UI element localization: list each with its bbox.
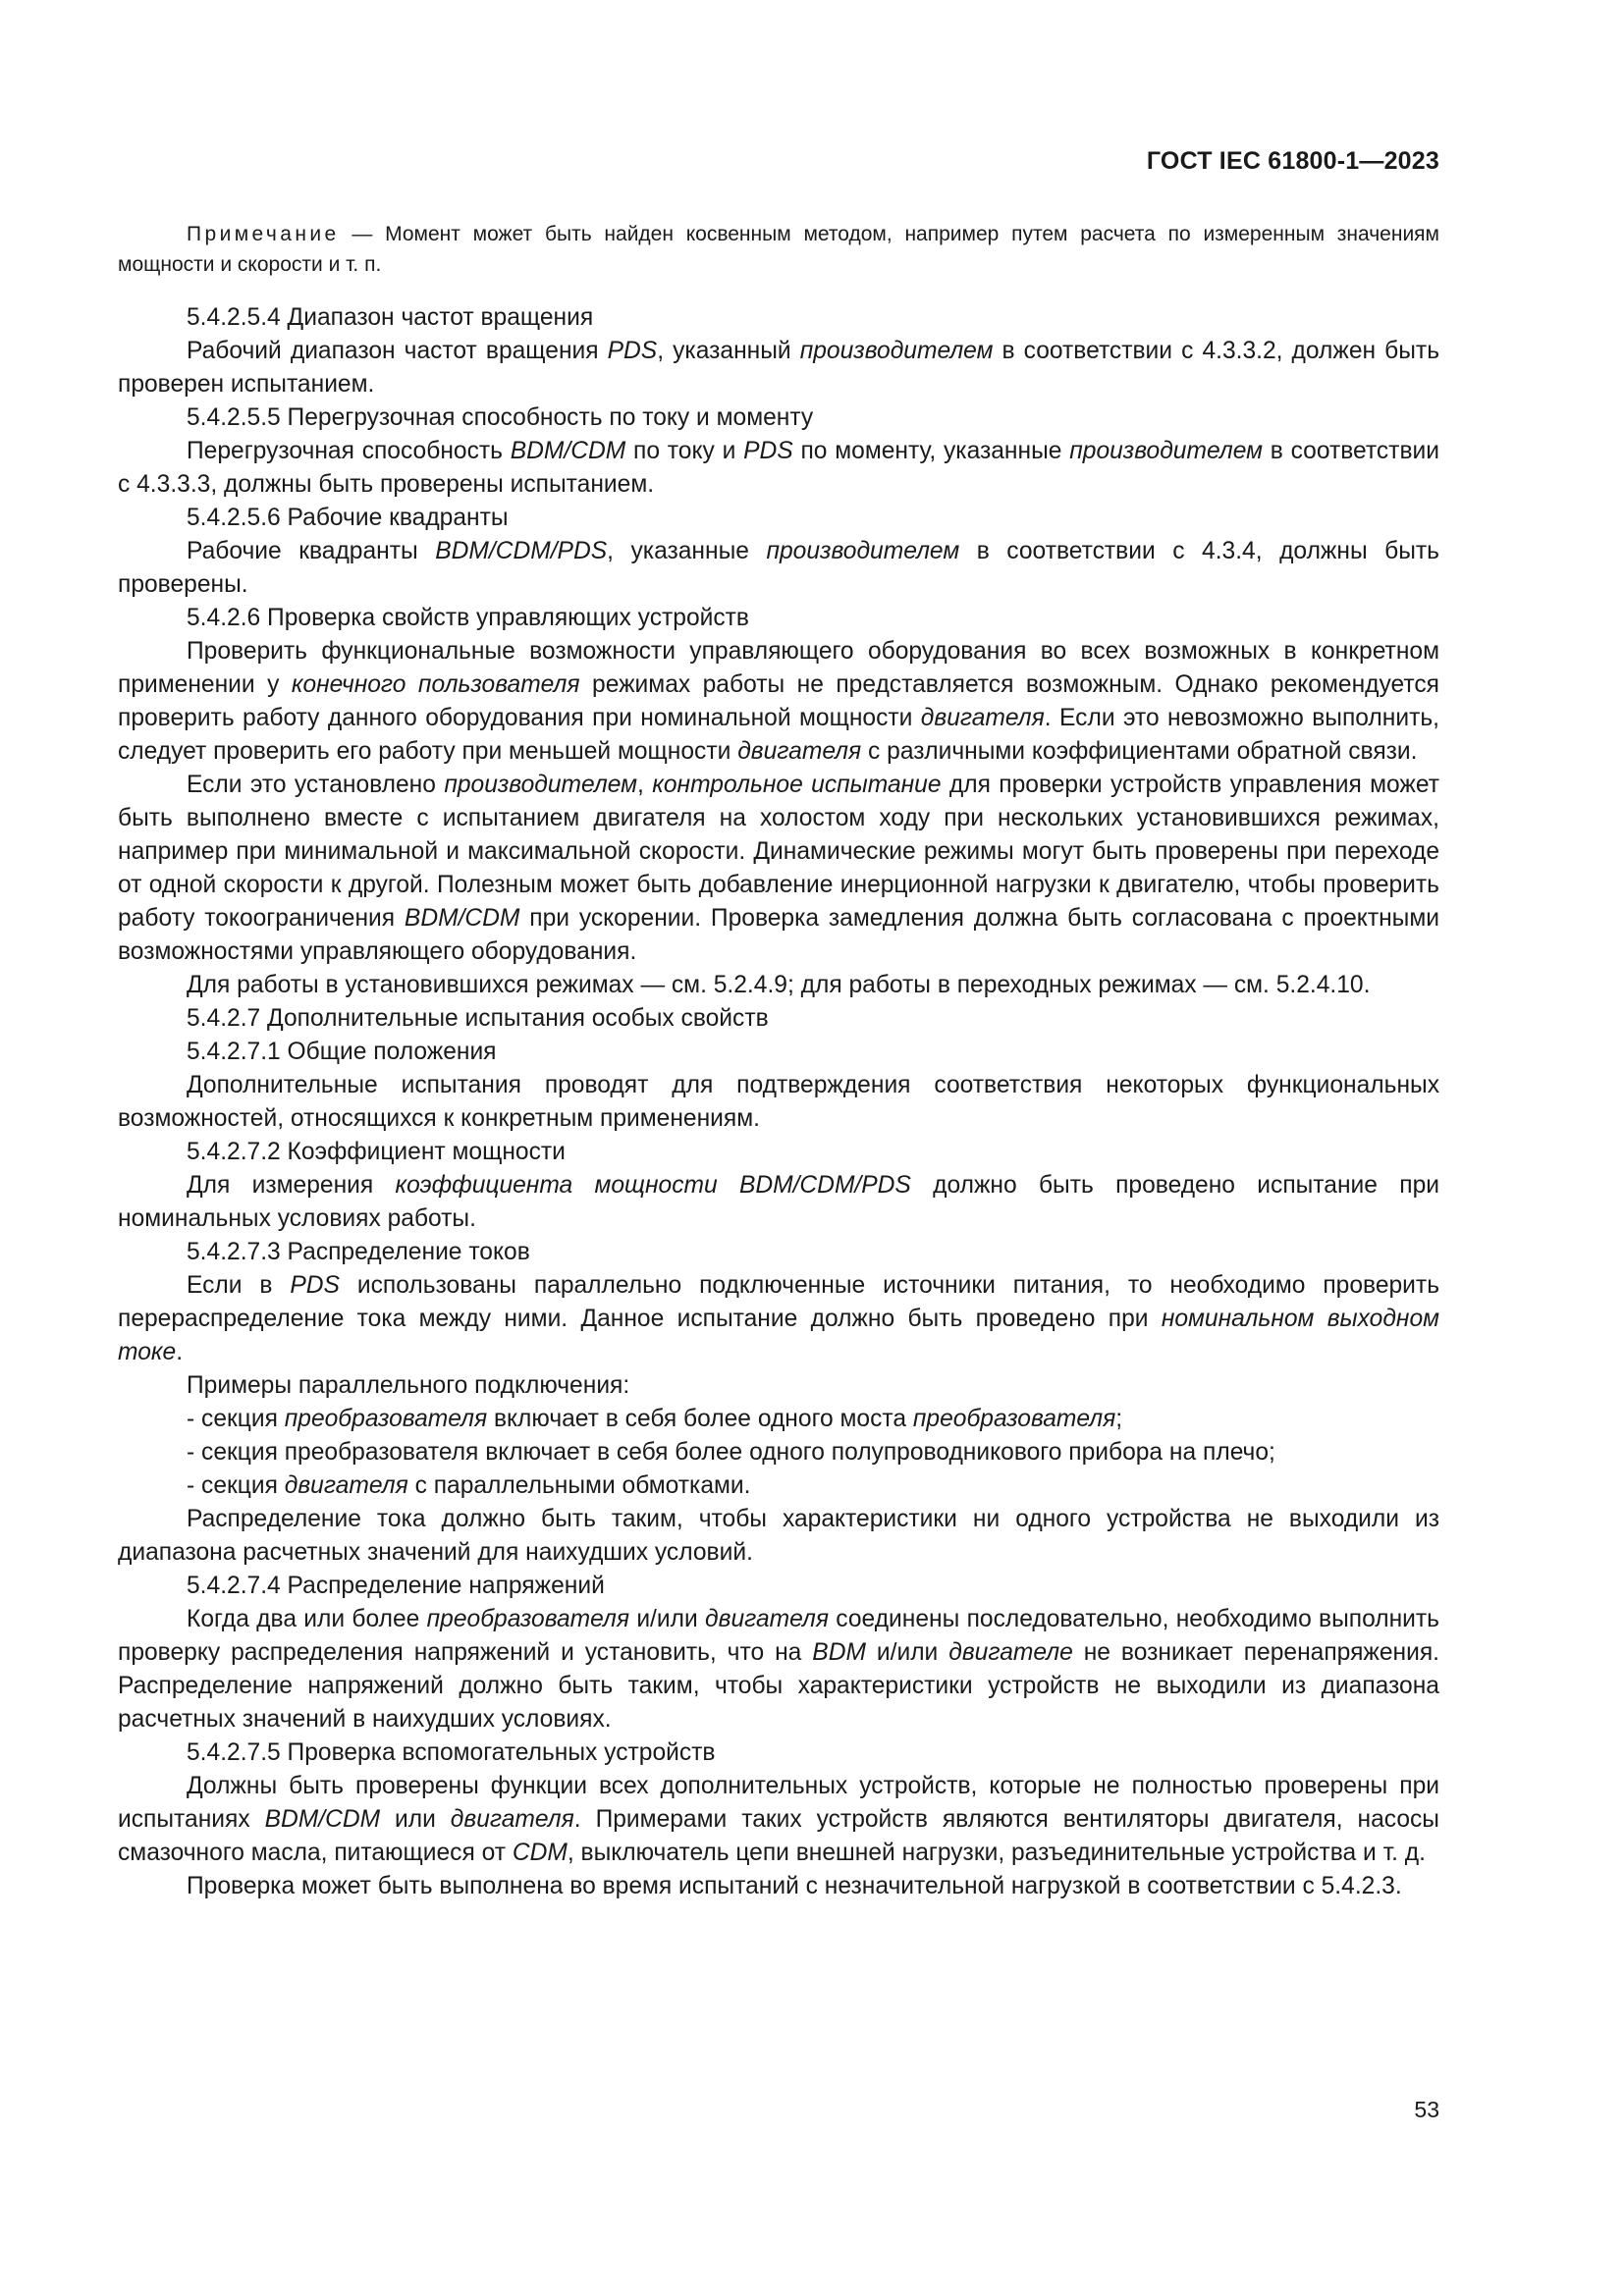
text-run: Когда два или более (187, 1606, 427, 1632)
italic-term: двигателя (920, 705, 1045, 731)
italic-term: BDM (812, 1639, 866, 1666)
standard-designation: ГОСТ IEC 61800-1—2023 (1146, 147, 1439, 175)
text-run: в соответствии с 4.3.3.3, должны быть проверены испытанием. (118, 438, 1439, 498)
text-run: . Если это невозможно выполнить, следует проверить его работу при меньшей мощности (118, 705, 1439, 765)
text-run: не возникает перенапряжения. Распределение напряжений должно быть таким, чтобы характеристики устройств не выходили из диапазона расчетных значений в наихудших условиях. (118, 1639, 1439, 1733)
italic-term: преобразователя (912, 1406, 1116, 1432)
text-run: ; (1115, 1406, 1123, 1432)
body-paragraph (118, 1269, 1439, 1369)
document-body (118, 219, 1439, 1903)
italic-term: номинальном выходном токе (118, 1306, 1439, 1365)
text-run: по моменту, указанные (792, 438, 1070, 464)
text-run: 5.4.2.5.6 Рабочие квадранты (187, 505, 509, 531)
text-run: 5.4.2.6 Проверка свойств управляющих устройств (187, 605, 749, 631)
section-heading (118, 1136, 1439, 1169)
text-run: должно быть проведено испытание при номинальных условиях работы. (118, 1172, 1439, 1232)
page-number: 53 (1414, 2097, 1439, 2122)
body-paragraph (118, 1503, 1439, 1570)
italic-term: PDS (743, 438, 793, 464)
text-run: 5.4.2.5.5 Перегрузочная способность по току и моменту (187, 404, 814, 431)
italic-term: производителем (444, 772, 638, 798)
text-run: Для работы в установившихся режимах — см. 5.2.4.9; для работы в переходных режимах — см. 5.2.4.10. (187, 972, 1371, 998)
text-run: и/или (865, 1639, 949, 1666)
text-run: Примечание (187, 223, 340, 245)
section-heading (118, 1736, 1439, 1770)
text-run: или (380, 1806, 451, 1833)
text-run: Если в (187, 1272, 291, 1299)
text-run: 5.4.2.7.3 Распределение токов (187, 1239, 530, 1265)
section-heading (118, 502, 1439, 535)
italic-term: коэффициента мощности BDM/CDM/PDS (395, 1172, 911, 1199)
body-paragraph (118, 969, 1439, 1002)
list-item (118, 1436, 1439, 1469)
italic-term: двигателе (948, 1639, 1073, 1666)
italic-term: контрольное испытание (652, 772, 942, 798)
list-item (118, 1403, 1439, 1436)
text-run: в соответствии с 4.3.4, должны быть проверены. (118, 538, 1439, 598)
body-paragraph (118, 1069, 1439, 1136)
italic-term: производителем (766, 538, 960, 564)
text-run: 5.4.2.7.4 Распределение напряжений (187, 1573, 605, 1599)
text-run: и/или (629, 1606, 706, 1632)
text-run: с параллельными обмотками. (407, 1472, 751, 1499)
text-run: с различными коэффициентами обратной связи. (861, 738, 1418, 765)
text-run: , указанный (657, 338, 800, 364)
text-run: 5.4.2.7.5 Проверка вспомогательных устройств (187, 1739, 716, 1766)
text-run: , (637, 772, 653, 798)
text-run: по току и (625, 438, 744, 464)
list-item (118, 1469, 1439, 1503)
text-run: Примеры параллельного подключения: (187, 1372, 630, 1399)
text-run: включает в себя более одного моста (487, 1406, 913, 1432)
section-heading (118, 401, 1439, 435)
body-paragraph (118, 535, 1439, 602)
italic-term: BDM/CDM (404, 905, 520, 932)
text-run: 5.4.2.7 Дополнительные испытания особых свойств (187, 1005, 769, 1032)
text-run: 5.4.2.7.2 Коэффициент мощности (187, 1139, 566, 1165)
text-run: 5.4.2.5.4 Диапазон частот вращения (187, 304, 594, 331)
italic-term: PDS (607, 338, 658, 364)
body-paragraph (118, 435, 1439, 502)
body-paragraph (118, 1603, 1439, 1736)
text-run: Перегрузочная способность (187, 438, 511, 464)
text-run: , выключатель цепи внешней нагрузки, разъединительные устройства и т. д. (567, 1840, 1426, 1866)
italic-term: PDS (290, 1272, 340, 1299)
italic-term: BDM/CDM/PDS (435, 538, 608, 564)
text-run: режимах работы не представляется возможным. Однако рекомендуется проверить работу данного оборудования при номинальной мощности (118, 671, 1439, 731)
text-run: , указанные (607, 538, 767, 564)
body-paragraph (118, 1870, 1439, 1903)
body-paragraph (118, 1169, 1439, 1236)
section-heading (118, 1036, 1439, 1069)
text-run: Рабочие квадранты (187, 538, 436, 564)
body-paragraph (118, 769, 1439, 969)
text-run: Если это установлено (187, 772, 445, 798)
text-run: Для измерения (187, 1172, 396, 1199)
italic-term: конечного пользователя (291, 671, 580, 698)
italic-term: BDM/CDM (264, 1806, 381, 1833)
italic-term: производителем (1069, 438, 1263, 464)
text-run: - секция (187, 1406, 285, 1432)
italic-term: двигателя (705, 1606, 830, 1632)
text-run: Проверить функциональные возможности управляющего оборудования во всех возможных в конкретном применении у (118, 638, 1439, 698)
italic-term: преобразователя (284, 1406, 488, 1432)
text-run: Распределение тока должно быть таким, чтобы характеристики ни одного устройства не выходили из диапазона расчетных значений для наихудших условий. (118, 1506, 1439, 1566)
text-run: . Примерами таких устройств являются вентиляторы двигателя, насосы смазочного масла, питающиеся от (118, 1806, 1439, 1866)
text-run: Рабочий диапазон частот вращения (187, 338, 608, 364)
italic-term: CDM (512, 1840, 568, 1866)
body-paragraph (118, 1770, 1439, 1870)
italic-term: BDM/CDM (510, 438, 626, 464)
body-paragraph (118, 635, 1439, 769)
section-heading (118, 1570, 1439, 1603)
italic-term: производителем (799, 338, 994, 364)
section-heading (118, 602, 1439, 635)
section-heading (118, 1002, 1439, 1036)
text-run: использованы параллельно подключенные источники питания, то необходимо проверить перераспределение тока между ними. Данное испытание должно быть проведено при (118, 1272, 1440, 1332)
text-run: соединены последовательно, необходимо выполнить проверку распределения напряжений и установить, что на (118, 1606, 1439, 1666)
text-run: для проверки устройств управления может быть выполнено вместе с испытанием двигателя на холостом ходу при нескольких установившихся режимах, например при минимальной и максимальной скорости. Динамические режимы могут быть проверены при переходе от одной скорости к другой. Полезным может быть добавление инерционной нагрузки к двигателю, чтобы проверить работу токоограничения (118, 772, 1440, 932)
italic-term: двигателя (450, 1806, 574, 1833)
text-run: Проверка может быть выполнена во время испытаний с незначительной нагрузкой в соответствии с 5.4.2.3. (187, 1873, 1402, 1899)
italic-term: двигателя (284, 1472, 408, 1499)
text-run: 5.4.2.7.1 Общие положения (187, 1039, 497, 1065)
body-paragraph (118, 1369, 1439, 1403)
text-run: в соответствии с 4.3.3.2, должен быть проверен испытанием. (118, 338, 1440, 398)
text-run: при ускорении. Проверка замедления должна быть согласована с проектными возможностями управляющего оборудования. (118, 905, 1440, 965)
text-run: . (176, 1339, 184, 1365)
body-paragraph (118, 335, 1439, 401)
section-heading (118, 301, 1439, 335)
text-run: Дополнительные испытания проводят для подтверждения соответствия некоторых функциональных возможностей, относящихся к конкретным применениям. (118, 1072, 1439, 1132)
text-run: - секция преобразователя включает в себя более одного полупроводникового прибора на плечо; (187, 1439, 1275, 1466)
text-run: - секция (187, 1472, 285, 1499)
section-heading (118, 1236, 1439, 1269)
text-run: Должны быть проверены функции всех дополнительных устройств, которые не полностью проверены при испытаниях (118, 1773, 1439, 1833)
italic-term: преобразователя (426, 1606, 630, 1632)
note-paragraph (118, 219, 1439, 280)
italic-term: двигателя (737, 738, 862, 765)
text-run: — Момент может быть найден косвенным методом, например путем расчета по измеренным значениям мощности и скорости и т. п. (118, 223, 1439, 276)
